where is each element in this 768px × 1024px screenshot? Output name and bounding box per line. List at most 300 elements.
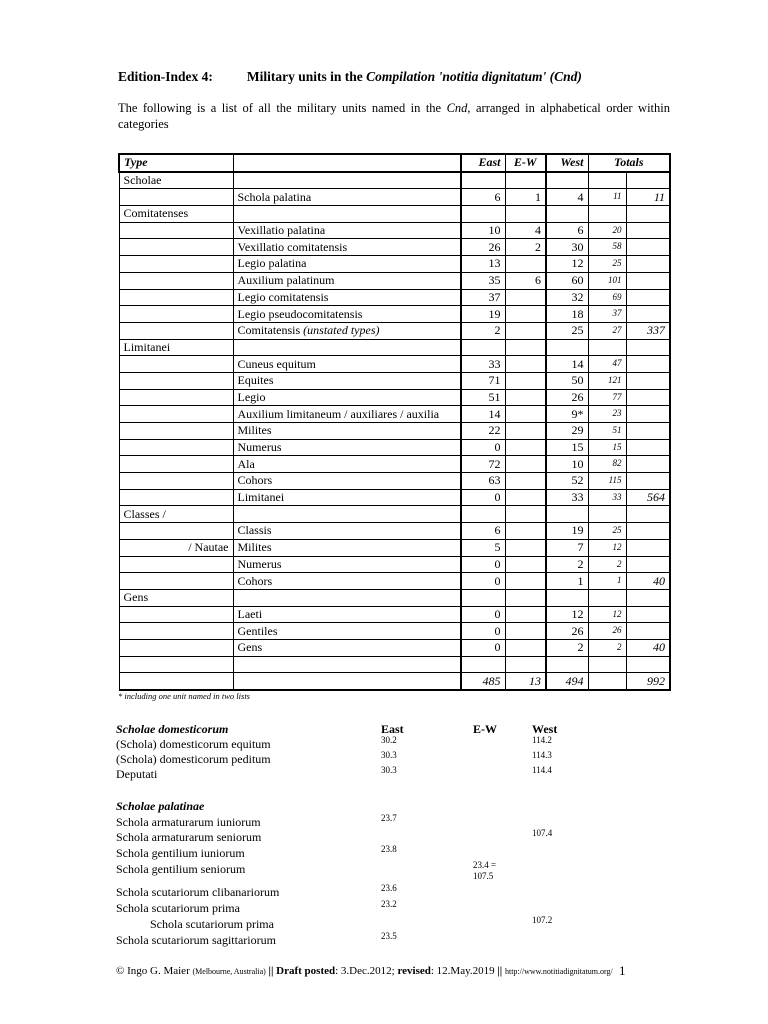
table-cell: Numerus (233, 556, 461, 573)
table-row (119, 656, 670, 673)
table-cell: 2 (588, 639, 626, 656)
table-cell (505, 506, 546, 523)
table-cell (119, 322, 233, 339)
table-cell: 10 (546, 456, 588, 473)
table-cell: Auxilium limitaneum / auxiliares / auxilia (233, 406, 461, 423)
table-cell: 40 (626, 573, 670, 590)
table-cell: 4 (505, 222, 546, 239)
table-cell (505, 339, 546, 356)
table-row (119, 239, 670, 256)
table-cell (233, 206, 461, 223)
table-cell (119, 239, 233, 256)
list-item-name: Schola armaturarum seniorum (116, 830, 262, 844)
table-cell (505, 606, 546, 623)
table-row (119, 322, 670, 339)
table-row (119, 206, 670, 223)
table-cell (626, 306, 670, 323)
heading-title-italic: Compilation 'notitia dignitatum' (Cnd) (366, 69, 582, 84)
table-cell (119, 639, 233, 656)
ref-value: 23.4 = 107.5 (473, 860, 497, 881)
table-cell: 22 (461, 423, 505, 440)
table-cell: Numerus (233, 439, 461, 456)
table-cell: 6 (461, 523, 505, 540)
table-cell (505, 473, 546, 490)
cell-italic: (unstated types) (303, 323, 380, 338)
table-cell (505, 172, 546, 189)
table-cell: 26 (461, 239, 505, 256)
table-cell (505, 372, 546, 389)
table-cell: 50 (546, 372, 588, 389)
table-cell (626, 539, 670, 556)
table-cell (626, 606, 670, 623)
table-cell: 26 (546, 389, 588, 406)
page-number: 1 (619, 963, 626, 978)
list-item-name: (Schola) domesticorum equitum (116, 737, 271, 751)
table-cell (461, 656, 505, 673)
ref-value: 114.2 (532, 735, 552, 745)
table-cell: 0 (461, 639, 505, 656)
table-cell: 9* (546, 406, 588, 423)
table-cell: 2 (505, 239, 546, 256)
table-cell (626, 523, 670, 540)
table-cell (119, 656, 233, 673)
list-item-name: Schola armaturarum iuniorum (116, 815, 261, 829)
table-cell (119, 272, 233, 289)
table-totals-row (119, 673, 670, 690)
table-cell (119, 623, 233, 640)
table-cell (546, 339, 588, 356)
table-cell: Gens (119, 589, 233, 606)
table-cell: 77 (588, 389, 626, 406)
table-cell (505, 589, 546, 606)
table-cell (546, 506, 588, 523)
table-cell (546, 656, 588, 673)
table-cell (233, 339, 461, 356)
table-cell (626, 372, 670, 389)
table-cell: 4 (546, 189, 588, 206)
table-cell (233, 322, 461, 339)
table-cell: 0 (461, 439, 505, 456)
table-cell: 10 (461, 222, 505, 239)
table-cell: 2 (546, 639, 588, 656)
table-row (119, 489, 670, 506)
table-cell (588, 339, 626, 356)
table-cell: Equites (233, 372, 461, 389)
table-cell: 51 (588, 423, 626, 440)
table-row (119, 272, 670, 289)
table-cell: Schola palatina (233, 189, 461, 206)
table-cell: 19 (546, 523, 588, 540)
table-cell (626, 389, 670, 406)
table-cell: Legio palatina (233, 256, 461, 273)
table-cell: Limitanei (233, 489, 461, 506)
table-cell: 115 (588, 473, 626, 490)
table-cell: 15 (588, 439, 626, 456)
table-cell (588, 506, 626, 523)
table-row (119, 289, 670, 306)
table-cell: 14 (546, 356, 588, 373)
table-cell (505, 306, 546, 323)
total-cell: 13 (505, 673, 546, 690)
total-cell: 494 (546, 673, 588, 690)
total-cell: 485 (461, 673, 505, 690)
header-cell: East (461, 154, 505, 172)
table-cell: Auxilium palatinum (233, 272, 461, 289)
table-cell (119, 489, 233, 506)
cell-text: Comitatensis (237, 323, 304, 338)
table-cell (119, 523, 233, 540)
table-cell (546, 172, 588, 189)
ref-value: 30.3 (381, 750, 397, 760)
header-cell: Type (119, 154, 233, 172)
table-cell (119, 406, 233, 423)
table-cell: 25 (588, 256, 626, 273)
ref-value: 23.7 (381, 813, 397, 823)
table-cell: 6 (546, 222, 588, 239)
table-cell (119, 673, 233, 690)
table-cell (505, 206, 546, 223)
ref-value: 23.6 (381, 883, 397, 893)
table-row (119, 639, 670, 656)
table-cell (233, 589, 461, 606)
table-cell (626, 406, 670, 423)
heading-title-prefix: Military units in the (246, 69, 367, 84)
table-cell: 51 (461, 389, 505, 406)
table-row (119, 423, 670, 440)
section-title: Scholae domesticorum (116, 722, 229, 736)
table-row (119, 606, 670, 623)
table-cell (505, 489, 546, 506)
header-cell (233, 154, 461, 172)
intro-text: The following is a list of all the military units named in the (118, 101, 447, 115)
table-cell: 11 (588, 189, 626, 206)
ref-value: 23.8 (381, 844, 397, 854)
table-cell: Ala (233, 456, 461, 473)
table-cell: Legio comitatensis (233, 289, 461, 306)
table-cell: Comitatenses (119, 206, 233, 223)
ref-value: 107.4 (532, 828, 553, 838)
table-cell: 0 (461, 606, 505, 623)
table-cell: Gens (233, 639, 461, 656)
ref-value: 23.5 (381, 931, 397, 941)
table-cell: Laeti (233, 606, 461, 623)
table-cell: Milites (233, 423, 461, 440)
table-cell (461, 589, 505, 606)
table-cell (505, 639, 546, 656)
header-cell: Totals (588, 154, 670, 172)
table-cell: 60 (546, 272, 588, 289)
table-cell: 72 (461, 456, 505, 473)
list-item-name: Schola gentilium seniorum (116, 862, 246, 876)
table-cell: 32 (546, 289, 588, 306)
table-cell (626, 589, 670, 606)
table-row (119, 172, 670, 189)
table-cell: 33 (461, 356, 505, 373)
table-cell: 52 (546, 473, 588, 490)
table-cell: Classis (233, 523, 461, 540)
footer-place: (Melbourne, Australia) (192, 967, 266, 976)
ref-value: 30.2 (381, 735, 397, 745)
col-ew: E-W (473, 722, 497, 736)
table-cell (119, 289, 233, 306)
table-cell: 18 (546, 306, 588, 323)
list-item-name: Schola scutariorum prima (150, 917, 274, 931)
section-domesticorum (116, 722, 228, 737)
table-cell: Classes / (119, 506, 233, 523)
table-cell: 12 (588, 606, 626, 623)
ref-value: 114.4 (532, 765, 552, 775)
table-cell: 37 (588, 306, 626, 323)
ref-value: 114.3 (532, 750, 552, 760)
table-cell: 25 (546, 322, 588, 339)
table-cell: 26 (588, 623, 626, 640)
table-cell: 23 (588, 406, 626, 423)
table-cell (626, 222, 670, 239)
table-cell: 12 (546, 256, 588, 273)
table-cell: 82 (588, 456, 626, 473)
list-item-name: Schola scutariorum sagittariorum (116, 933, 276, 947)
table-row (119, 473, 670, 490)
table-row (119, 439, 670, 456)
table-cell (461, 206, 505, 223)
table-row (119, 539, 670, 556)
table-row (119, 506, 670, 523)
table-cell (119, 222, 233, 239)
table-cell (626, 656, 670, 673)
table-cell: Legio (233, 389, 461, 406)
ref-value: 30.3 (381, 765, 397, 775)
table-cell: Limitanei (119, 339, 233, 356)
table-cell: Scholae (119, 172, 233, 189)
list-item-name: Deputati (116, 767, 158, 781)
table-cell: 33 (588, 489, 626, 506)
table-cell: Cuneus equitum (233, 356, 461, 373)
table-cell: 29 (546, 423, 588, 440)
table-cell (626, 206, 670, 223)
table-cell (505, 256, 546, 273)
footer-url-link[interactable]: http://www.notitiadignitatum.org/ (504, 967, 613, 976)
table-cell: 26 (546, 623, 588, 640)
intro-italic: Cnd (446, 101, 468, 115)
table-cell: 27 (588, 322, 626, 339)
table-cell (588, 589, 626, 606)
ref-value: 23.2 (381, 899, 397, 909)
table-cell: 7 (546, 539, 588, 556)
table-row (119, 372, 670, 389)
table-cell (505, 322, 546, 339)
table-cell (119, 372, 233, 389)
table-cell (626, 556, 670, 573)
table-row (119, 589, 670, 606)
footer-draft-date: : 3.Dec.2012; (335, 965, 398, 977)
table-cell (233, 172, 461, 189)
table-cell (119, 573, 233, 590)
table-header-row (119, 154, 670, 172)
heading-label: Edition-Index 4: (118, 69, 213, 84)
table-cell (626, 623, 670, 640)
table-row (119, 256, 670, 273)
table-cell (626, 456, 670, 473)
table-cell (546, 589, 588, 606)
table-cell: 14 (461, 406, 505, 423)
table-cell (233, 656, 461, 673)
page-footer (116, 965, 613, 977)
table-cell (461, 506, 505, 523)
table-cell: 33 (546, 489, 588, 506)
table-cell: Cohors (233, 473, 461, 490)
intro-text-end: , arranged in alphabetical order within categories (118, 101, 670, 131)
table-cell (626, 439, 670, 456)
table-cell (119, 473, 233, 490)
table-cell (588, 172, 626, 189)
table-cell: 337 (626, 322, 670, 339)
table-cell (461, 172, 505, 189)
table-cell (505, 356, 546, 373)
table-cell (626, 423, 670, 440)
table-cell (119, 439, 233, 456)
table-cell: / Nautae (119, 539, 233, 556)
table-cell: 101 (588, 272, 626, 289)
table-cell: 2 (546, 556, 588, 573)
table-cell (119, 456, 233, 473)
table-cell: 6 (505, 272, 546, 289)
table-cell (626, 172, 670, 189)
table-cell: 19 (461, 306, 505, 323)
table-row (119, 339, 670, 356)
table-row (119, 456, 670, 473)
table-cell (626, 272, 670, 289)
footer-sep: || (494, 965, 505, 977)
table-cell (233, 673, 461, 690)
table-cell: 121 (588, 372, 626, 389)
table-cell: 0 (461, 489, 505, 506)
table-cell: 11 (626, 189, 670, 206)
table-cell: 71 (461, 372, 505, 389)
table-row (119, 356, 670, 373)
table-cell (505, 556, 546, 573)
table-cell (505, 289, 546, 306)
table-cell (119, 189, 233, 206)
footer-revised-date: : 12.May.2019 (430, 965, 495, 977)
table-row (119, 222, 670, 239)
table-cell: 35 (461, 272, 505, 289)
table-cell: 25 (588, 523, 626, 540)
header-cell: West (546, 154, 588, 172)
table-cell: Legio pseudocomitatensis (233, 306, 461, 323)
table-cell: Cohors (233, 573, 461, 590)
section-title: Scholae palatinae (116, 799, 205, 813)
table-cell (626, 356, 670, 373)
table-cell: 2 (461, 322, 505, 339)
table-row (119, 523, 670, 540)
table-cell (626, 289, 670, 306)
list-item-name: Schola gentilium iuniorum (116, 846, 245, 860)
table-cell: 63 (461, 473, 505, 490)
table-cell: Gentiles (233, 623, 461, 640)
footnote: * including one unit named in two lists (118, 691, 250, 701)
table-cell: 5 (461, 539, 505, 556)
intro-paragraph (118, 100, 670, 132)
table-cell (626, 339, 670, 356)
table-cell: 1 (588, 573, 626, 590)
table-cell: 20 (588, 222, 626, 239)
page-heading (118, 69, 582, 85)
table-cell (119, 606, 233, 623)
table-cell (119, 556, 233, 573)
units-table (118, 153, 671, 691)
table-cell: 30 (546, 239, 588, 256)
table-cell: 69 (588, 289, 626, 306)
ref-value: 107.2 (532, 915, 553, 925)
table-cell (119, 389, 233, 406)
table-cell (588, 206, 626, 223)
table-cell (626, 506, 670, 523)
table-row (119, 306, 670, 323)
table-row (119, 623, 670, 640)
table-cell: 12 (588, 539, 626, 556)
table-cell: 47 (588, 356, 626, 373)
table-cell: 15 (546, 439, 588, 456)
table-cell (505, 439, 546, 456)
table-cell (119, 256, 233, 273)
table-cell (119, 423, 233, 440)
table-cell (505, 539, 546, 556)
table-cell: Milites (233, 539, 461, 556)
table-cell: 2 (588, 556, 626, 573)
table-cell (505, 456, 546, 473)
table-cell: 1 (505, 189, 546, 206)
table-cell (461, 339, 505, 356)
list-item-name: (Schola) domesticorum peditum (116, 752, 271, 766)
table-cell (626, 239, 670, 256)
table-row (119, 406, 670, 423)
table-cell: 58 (588, 239, 626, 256)
table-cell (505, 423, 546, 440)
table-cell (546, 206, 588, 223)
table-cell: Vexillatio palatina (233, 222, 461, 239)
table-cell: 6 (461, 189, 505, 206)
footer-copyright: © Ingo G. Maier (116, 965, 190, 977)
col-east: East (381, 722, 404, 736)
header-cell: E-W (505, 154, 546, 172)
footer-sep: || (265, 965, 277, 977)
table-row (119, 389, 670, 406)
table-cell (505, 656, 546, 673)
table-cell (119, 306, 233, 323)
table-cell: 1 (546, 573, 588, 590)
footer-revised-label: revised (397, 965, 431, 977)
table-cell (505, 573, 546, 590)
table-cell: Vexillatio comitatensis (233, 239, 461, 256)
table-cell (505, 406, 546, 423)
footer-draft-label: Draft posted (276, 965, 336, 977)
table-cell (588, 656, 626, 673)
table-cell (233, 506, 461, 523)
table-cell (505, 623, 546, 640)
table-cell: 12 (546, 606, 588, 623)
table-cell: 13 (461, 256, 505, 273)
table-cell (626, 473, 670, 490)
table-cell: 564 (626, 489, 670, 506)
table-cell (626, 256, 670, 273)
list-item-name: Schola scutariorum prima (116, 901, 240, 915)
table-cell (119, 356, 233, 373)
table-cell: 0 (461, 573, 505, 590)
section-palatinae (116, 799, 204, 814)
list-item-name: Schola scutariorum clibanariorum (116, 885, 280, 899)
total-cell (588, 673, 626, 690)
table-row (119, 189, 670, 206)
